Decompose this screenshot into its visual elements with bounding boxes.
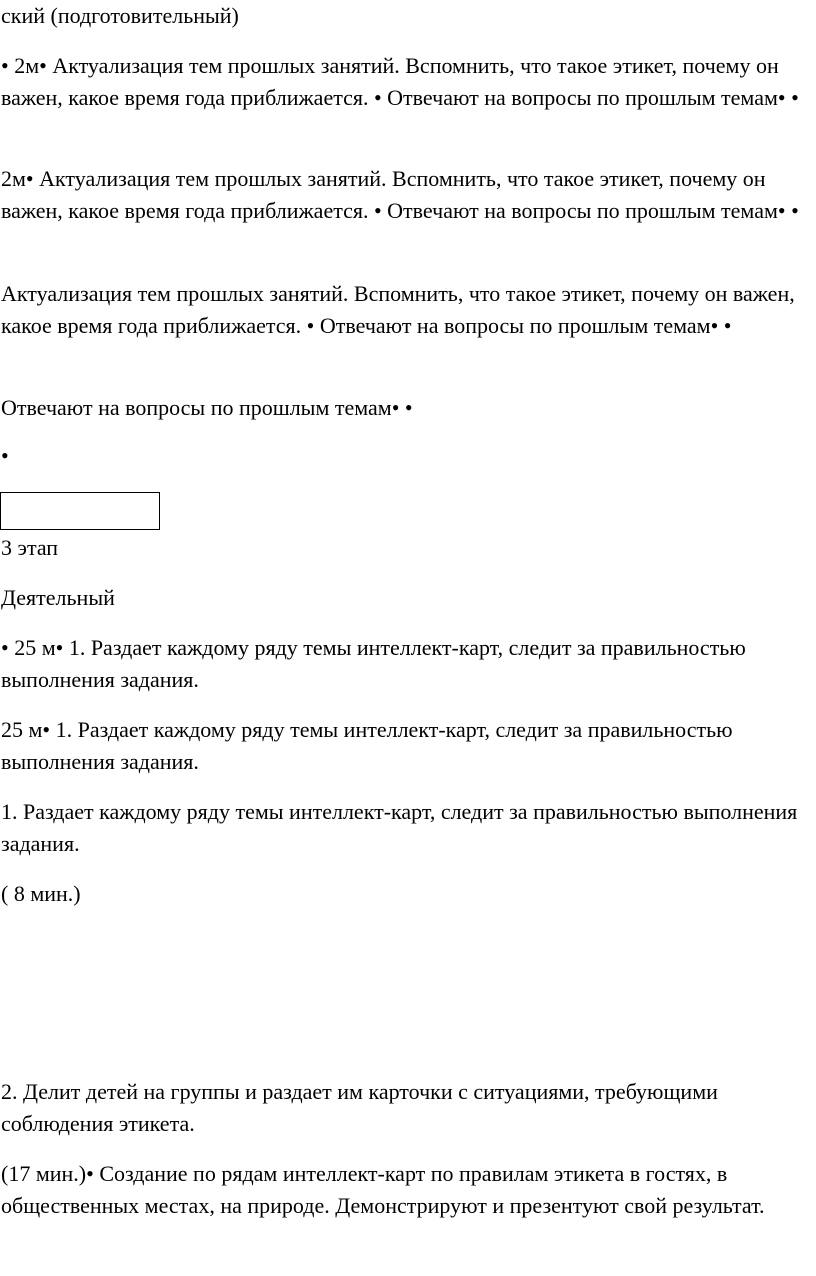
paragraph-task-25m-full: • 25 м• 1. Раздает каждому ряду темы интеллект-карт, следит за правильностью выполнения задания. — [1, 635, 746, 692]
paragraph-actualization-2m: 2м• Актуализация тем прошлых занятий. Вспомнить, что такое этикет, почему он важен, какое время года приближается. • Отвечают на вопросы по прошлым темам• • — [1, 166, 799, 223]
empty-cell-box — [0, 492, 160, 530]
paragraph-task-1: 1. Раздает каждому ряду темы интеллект-карт, следит за правильностью выполнения задания. — [1, 799, 798, 856]
paragraph-bullet: • — [1, 443, 9, 468]
paragraph-actualization-full: • 2м• Актуализация тем прошлых занятий. Вспомнить, что такое этикет, почему он важен, какое время года приближается. • Отвечают на вопросы по прошлым темам• • — [1, 53, 799, 110]
stage-name-line: ский (подготовительный) — [1, 3, 239, 28]
paragraph-time-8min: ( 8 мин.) — [1, 881, 81, 906]
paragraph-time-17min: (17 мин.)• Создание по рядам интеллект-карт по правилам этикета в гостях, в общественных местах, на природе. Демонстрируют и презентуют свой результат. — [1, 1161, 765, 1218]
paragraph-task-2: 2. Делит детей на группы и раздает им карточки с ситуациями, требующими соблюдения этикета. — [1, 1079, 718, 1136]
paragraph-answers: Отвечают на вопросы по прошлым темам• • — [1, 395, 413, 420]
stage-title: Деятельный — [1, 585, 115, 610]
paragraph-actualization-text: Актуализация тем прошлых занятий. Вспомнить, что такое этикет, почему он важен, какое время года приближается. • Отвечают на вопросы по прошлым темам• • — [1, 281, 795, 338]
paragraph-task-25m: 25 м• 1. Раздает каждому ряду темы интеллект-карт, следит за правильностью выполнения задания. — [1, 717, 733, 774]
stage-number: 3 этап — [1, 535, 59, 560]
